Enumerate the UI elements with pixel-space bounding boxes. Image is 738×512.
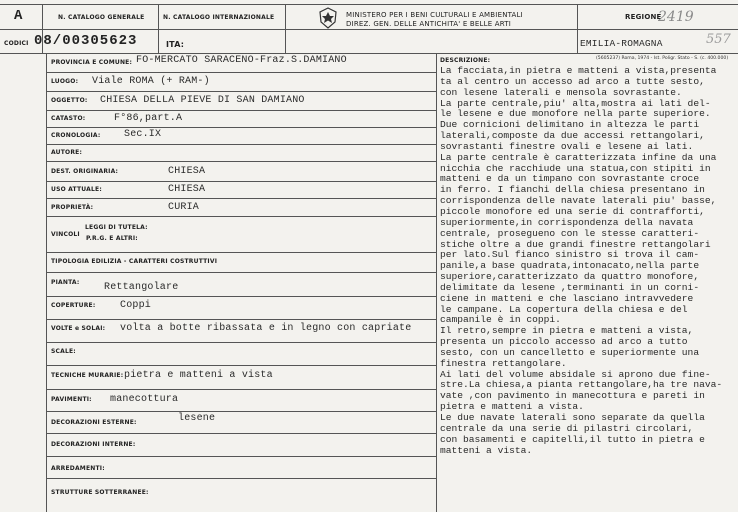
uso-value: CHIESA bbox=[168, 184, 206, 195]
pavimenti-value: manecottura bbox=[110, 394, 179, 405]
oggetto-label: OGGETTO: bbox=[51, 97, 88, 104]
coperture-label: COPERTURE: bbox=[51, 302, 96, 309]
nc-generale-label: N. CATALOGO GENERALE bbox=[58, 14, 145, 21]
arredamenti-label: ARREDAMENTI: bbox=[51, 465, 105, 472]
ministry-line1: MINISTERO PER I BENI CULTURALI E AMBIENTALI bbox=[346, 11, 523, 19]
descrizione-line: La parte centrale è caratterizzata infine da una bbox=[440, 152, 717, 163]
nc-generale-value: 08/00305623 bbox=[34, 33, 138, 49]
descrizione-label: DESCRIZIONE: bbox=[440, 57, 491, 64]
descrizione-line: matteni a vista. bbox=[440, 445, 533, 456]
prg-label: P.R.G. E ALTRI: bbox=[86, 235, 138, 242]
descrizione-line: finestra rettangolare. bbox=[440, 358, 567, 369]
descrizione-line: centrale da una serie di pilastri circolari, bbox=[440, 423, 694, 434]
pavimenti-label: PAVIMENTI: bbox=[51, 396, 92, 403]
descrizione-line: laterali,composte da due accessi rettangolari, bbox=[440, 131, 705, 142]
descrizione-line: le lesene e due monofore nella parte superiore. bbox=[440, 109, 711, 120]
scale-label: SCALE: bbox=[51, 348, 76, 355]
luogo-label: LUOGO: bbox=[51, 78, 79, 85]
oggetto-value: CHIESA DELLA PIEVE DI SAN DAMIANO bbox=[100, 95, 305, 106]
codici-label: CODICI bbox=[4, 40, 29, 47]
coperture-value: Coppi bbox=[120, 300, 152, 311]
form-letter: A bbox=[14, 8, 23, 24]
descrizione-line: superiormente,in corrispondenza della navata bbox=[440, 217, 694, 228]
handwritten-number: 2419 bbox=[658, 9, 694, 25]
descrizione-line: superiore,caratterizzato da quattro monofore, bbox=[440, 272, 700, 283]
descrizione-line: ta al centro un accesso ad arco a tutte sesto, bbox=[440, 76, 705, 87]
catasto-label: CATASTO: bbox=[51, 115, 86, 122]
descrizione-line: La parte centrale,piu' alta,mostra ai lati del- bbox=[440, 98, 711, 109]
descrizione-line: sovrastanti finestre ovali e lesene ai lati. bbox=[440, 141, 694, 152]
leggi-label: LEGGI DI TUTELA: bbox=[85, 224, 148, 231]
descrizione-line: ciene in matteni e che lasciano intravvedere bbox=[440, 293, 694, 304]
volte-value: volta a botte ribassata e in legno con capriate bbox=[120, 323, 412, 334]
descrizione-line: nicchia che racchiude una statua,con stipiti in bbox=[440, 163, 711, 174]
provincia-value: FO-MERCATO SARACENO-Fraz.S.DAMIANO bbox=[136, 55, 347, 66]
descrizione-line: centrale, prosegueno con le stesse caratteri- bbox=[440, 228, 700, 239]
dec-esterne-value: lesene bbox=[178, 413, 216, 424]
descrizione-line: Ai lati del volume absidale si aprono due fine- bbox=[440, 369, 711, 380]
tecniche-value: pietra e matteni a vista bbox=[124, 370, 273, 381]
descrizione-line: Due cornicioni delimitano in altezza le parti bbox=[440, 120, 700, 131]
pianta-label: PIANTA: bbox=[51, 279, 80, 286]
vincoli-label: VINCOLI bbox=[51, 231, 80, 238]
uso-label: USO ATTUALE: bbox=[51, 186, 102, 193]
cronologia-label: CRONOLOGIA: bbox=[51, 132, 101, 139]
descrizione-line: Le due navate laterali sono separate da quella bbox=[440, 413, 705, 423]
catasto-value: F°86,part.A bbox=[114, 113, 183, 124]
regione-label: REGIONE bbox=[625, 13, 662, 21]
ministry-line2: DIREZ. GEN. DELLE ANTICHITA' E BELLE ARTI bbox=[346, 20, 512, 28]
proprieta-value: CURIA bbox=[168, 202, 200, 213]
descrizione-line: vate ,con pavimento in manecottura e pareti in bbox=[440, 391, 705, 402]
descrizione-line: con lesene laterali e mensola sovrastante. bbox=[440, 87, 682, 98]
ita-label: ITA: bbox=[166, 40, 185, 49]
proprieta-label: PROPRIETÀ: bbox=[51, 204, 94, 211]
descrizione-line: pietra e matteni a vista. bbox=[440, 402, 584, 413]
handwritten-side: 557 bbox=[706, 32, 731, 47]
dec-esterne-label: DECORAZIONI ESTERNE: bbox=[51, 419, 137, 426]
dest-value: CHIESA bbox=[168, 166, 206, 177]
dest-label: DEST. ORIGINARIA: bbox=[51, 168, 119, 175]
descrizione-line: sesto, con un cancelletto e superiormente una bbox=[440, 347, 700, 358]
descrizione-line: matteni e da un timpano con sovrastante croce bbox=[440, 174, 700, 185]
nc-internazionale-label: N. CATALOGO INTERNAZIONALE bbox=[163, 14, 275, 21]
pianta-value: Rettangolare bbox=[104, 282, 179, 293]
emblem-icon bbox=[318, 7, 338, 29]
descrizione-line: le campane. La copertura della chiesa e del bbox=[440, 304, 688, 315]
volte-label: VOLTE e SOLAI: bbox=[51, 325, 106, 332]
descrizione-line: corrispondenza delle navate laterali piu' basse, bbox=[440, 196, 717, 207]
descrizione-line: panile,a base quadrata,intonacato,nella parte bbox=[440, 261, 700, 272]
descrizione-line: per lato.Sul fianco sinistro si trova il cam- bbox=[440, 250, 700, 261]
autore-label: AUTORE: bbox=[51, 149, 83, 156]
descrizione-line: presenta un piccolo accesso ad arco a tutto bbox=[440, 337, 688, 348]
descrizione-line: con basamenti e capitelli,il tutto in pietra e bbox=[440, 434, 705, 445]
descrizione-line: La facciata,in pietra e matteni a vista,presenta bbox=[440, 66, 717, 76]
provincia-label: PROVINCIA E COMUNE: bbox=[51, 59, 133, 66]
tipologia-label: TIPOLOGIA EDILIZIA - CARATTERI COSTRUTTIVI bbox=[51, 258, 218, 265]
descrizione-line: in ferro. I fianchi della chiesa presentano in bbox=[440, 185, 705, 196]
descrizione-line: stre.La chiesa,a pianta rettangolare,ha tre nava- bbox=[440, 380, 723, 391]
descrizione-line: Il retro,sempre in pietra e matteni a vista, bbox=[440, 326, 694, 337]
descrizione-text bbox=[440, 66, 736, 456]
regione-value: EMILIA-ROMAGNA bbox=[580, 38, 663, 49]
tecniche-label: TECNICHE MURARIE: bbox=[51, 372, 124, 379]
strutture-label: STRUTTURE SOTTERRANEE: bbox=[51, 489, 149, 496]
luogo-value: Viale ROMA (+ RAM-) bbox=[92, 76, 210, 87]
descrizione-line: delimitate da lesene ,terminanti in un corni- bbox=[440, 282, 700, 293]
print-note: (5605237) Roma, 1974 - Ist. Poligr. Stato - S. (c. 400.000) bbox=[596, 56, 729, 61]
cronologia-value: Sec.IX bbox=[124, 129, 162, 140]
descrizione-line: campanile è in coppi. bbox=[440, 315, 561, 326]
descrizione-line: stiche oltre a due grandi finestre rettangolari bbox=[440, 239, 711, 250]
descrizione-line: piccole monofore ed una serie di contrafforti, bbox=[440, 206, 705, 217]
dec-interne-label: DECORAZIONI INTERNE: bbox=[51, 441, 136, 448]
